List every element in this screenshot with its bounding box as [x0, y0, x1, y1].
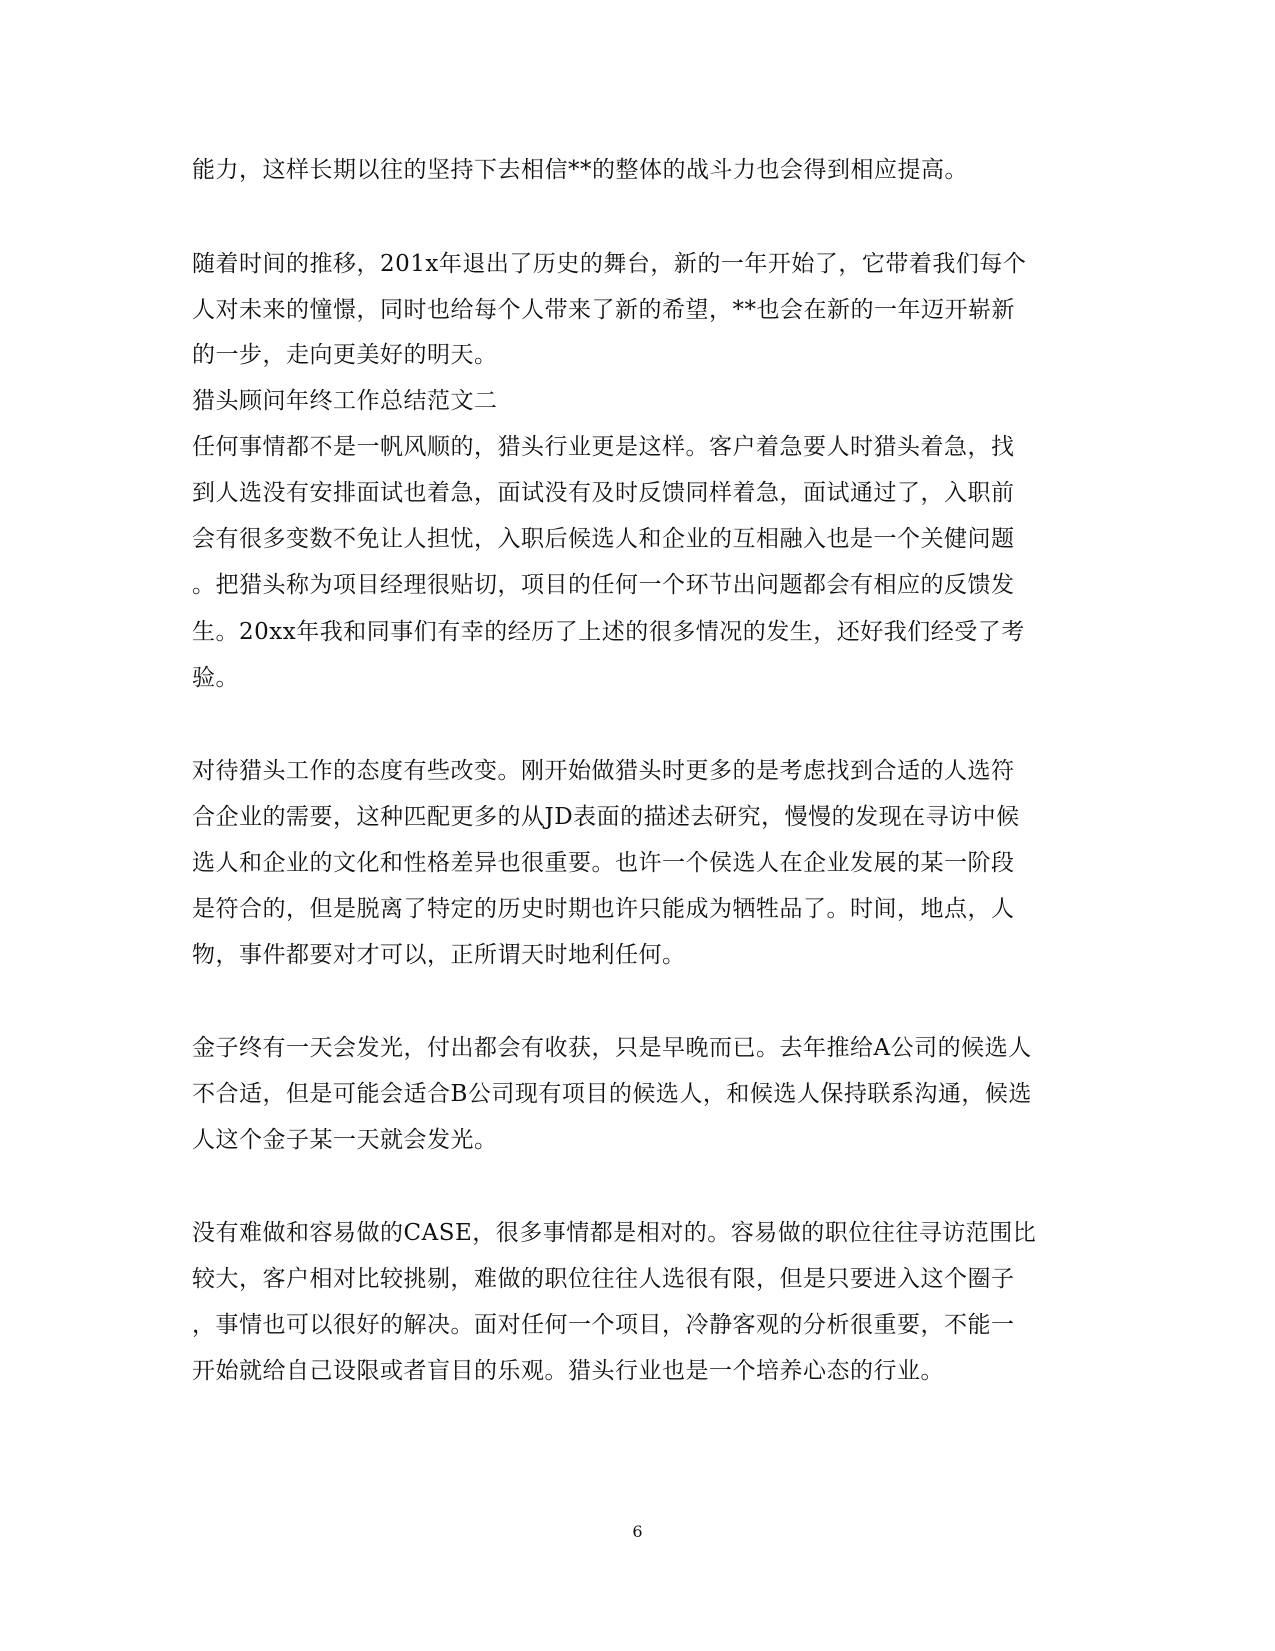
text-line: 选人和企业的文化和性格差异也很重要。也许一个侯选人在企业发展的某一阶段: [192, 850, 1015, 876]
text-line: 到人选没有安排面试也着急，面试没有及时反馈同样着急，面试通过了，入职前: [192, 480, 1015, 506]
text-line: 合企业的需要，这种匹配更多的从JD表面的描述去研究，慢慢的发现在寻访中候: [192, 804, 1020, 830]
text-line: 会有很多变数不免让人担忧，入职后候选人和企业的互相融入也是一个关健问题: [192, 526, 1015, 552]
text-line: 能力，这样长期以往的坚持下去相信**的整体的战斗力也会得到相应提高。: [192, 157, 968, 183]
text-line: 开始就给自己设限或者盲目的乐观。猎头行业也是一个培养心态的行业。: [192, 1358, 944, 1384]
text-line: 人对未来的憧憬，同时也给每个人带来了新的希望，**也会在新的一年迈开崭新: [192, 297, 1015, 323]
page-number: 6: [632, 1522, 643, 1541]
text-line: 物，事件都要对才可以，正所谓天时地利任何。: [192, 942, 686, 968]
text-line: 是符合的，但是脱离了特定的历史时期也许只能成为牺牲品了。时间，地点，人: [192, 896, 1015, 922]
text-line: 不合适，但是可能会适合B公司现有项目的候选人，和候选人保持联系沟通，候选: [192, 1081, 1032, 1107]
text-line: 随着时间的推移，201x年退出了历史的舞台，新的一年开始了，它带着我们每个: [192, 251, 1027, 277]
text-line: 没有难做和容易做的CASE，很多事情都是相对的。容易做的职位往往寻访范围比: [192, 1220, 1037, 1246]
text-line: 金子终有一天会发光，付出都会有收获，只是早晚而已。去年推给A公司的候选人: [192, 1035, 1032, 1061]
text-line: 对待猎头工作的态度有些改变。刚开始做猎头时更多的是考虑找到合适的人选符: [192, 758, 1015, 784]
text-line: 的一步，走向更美好的明天。: [192, 342, 498, 368]
text-line: 任何事情都不是一帆风顺的，猎头行业更是这样。客户着急要人时猎头着急，找: [192, 434, 1015, 460]
section-heading: 猎头顾问年终工作总结范文二: [192, 388, 498, 414]
text-line: 。把猎头称为项目经理很贴切，项目的任何一个环节出问题都会有相应的反馈发: [192, 572, 1015, 598]
text-line: 验。: [192, 665, 239, 691]
text-line: 较大，客户相对比较挑剔，难做的职位往往人选很有限，但是只要进入这个圈子: [192, 1266, 1015, 1292]
text-line: 人这个金子某一天就会发光。: [192, 1127, 498, 1153]
text-line: 生。20xx年我和同事们有幸的经历了上述的很多情况的发生，还好我们经受了考: [192, 619, 1025, 645]
text-line: ，事情也可以很好的解决。面对任何一个项目，冷静客观的分析很重要，不能一: [192, 1312, 1015, 1338]
